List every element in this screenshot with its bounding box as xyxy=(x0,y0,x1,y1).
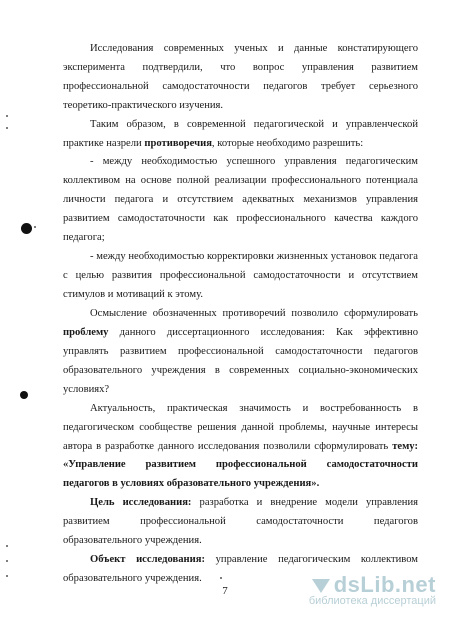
text-line: теоретико-практического изучения. xyxy=(63,100,224,111)
text-line: образовательного учреждения в современных социально-экономических xyxy=(63,365,418,376)
text-line: Таким образом, в современной педагогической и управленческой xyxy=(90,119,418,130)
text-line: педагога; xyxy=(63,232,105,243)
bold-term: противоречия xyxy=(144,138,212,149)
text-line: развитием профессиональной самодостаточности педагогов xyxy=(63,516,418,527)
text-line: развитием самодостаточности как профессионального качества каждого xyxy=(63,213,418,224)
scan-speck xyxy=(220,577,222,579)
text-line: с целью развития профессиональной самодостаточности и отсутствием xyxy=(63,270,418,281)
thesis-title-line: педагогов в условиях образовательного учреждения». xyxy=(63,478,320,489)
text-line: стимулов и мотиваций к этому. xyxy=(63,289,203,300)
watermark-logo: dsLib.net xyxy=(266,572,436,598)
text-line-mixed: Объект исследования: управление педагогическим коллективом xyxy=(90,554,419,565)
text-line-mixed: практике назрели противоречия, которые необходимо разрешить: xyxy=(63,138,364,149)
text-line: управлять развитием профессиональной самодостаточности педагогов xyxy=(63,346,418,357)
scan-speck xyxy=(6,127,8,129)
text-line: Осмысление обозначенных противоречий позволило сформулировать xyxy=(90,308,418,319)
scan-speck xyxy=(6,545,8,547)
text-line: личности педагога и отсутствием адекватных механизмов управления xyxy=(63,194,418,205)
scan-speck xyxy=(6,560,8,562)
list-item: - между необходимостью корректировки жизненных установок педагога xyxy=(90,251,418,262)
bold-term: проблему xyxy=(63,327,109,338)
scan-dot-mark xyxy=(20,391,28,399)
text-line-mixed: автора в разработке данного исследования позволили сформулировать тему: xyxy=(63,441,418,452)
watermark xyxy=(266,572,436,607)
text-line: Исследования современных ученых и данные констатирующего xyxy=(90,43,418,54)
thesis-title-line: «Управление развитием профессиональной самодостаточности xyxy=(63,459,418,470)
text-line: образовательного учреждения. xyxy=(63,535,202,546)
scan-speck xyxy=(6,115,8,117)
list-item: - между необходимостью успешного управления педагогическим xyxy=(90,156,418,167)
text-line: коллективом на основе полной реализации профессионального потенциала xyxy=(63,175,418,186)
scan-speck xyxy=(6,575,8,577)
text-line: образовательного учреждения. xyxy=(63,573,202,584)
download-arrow-icon xyxy=(312,579,330,593)
text-line-mixed: проблему данного диссертационного исследования: Как эффективно xyxy=(63,327,418,338)
text-line-mixed: Цель исследования: разработка и внедрение модели управления xyxy=(90,497,418,508)
text-line: эксперимента подтвердили, что вопрос управления развитием xyxy=(63,62,418,73)
text-line: профессиональной самодостаточности педагогов требует серьезного xyxy=(63,81,418,92)
watermark-subtitle: библиотека диссертаций xyxy=(308,595,436,607)
scan-dot-mark xyxy=(21,223,32,234)
text-line: педагогическом сообществе решения данной проблемы, научные интересы xyxy=(63,422,418,433)
scan-speck xyxy=(34,226,36,228)
bold-term: тему: xyxy=(392,441,418,452)
page-number: 7 xyxy=(222,585,228,597)
text-line: условиях? xyxy=(63,384,110,395)
bold-term: Объект исследования: xyxy=(90,554,205,565)
text-line: Актуальность, практическая значимость и востребованность в xyxy=(90,403,418,414)
bold-term: Цель исследования: xyxy=(90,497,192,508)
